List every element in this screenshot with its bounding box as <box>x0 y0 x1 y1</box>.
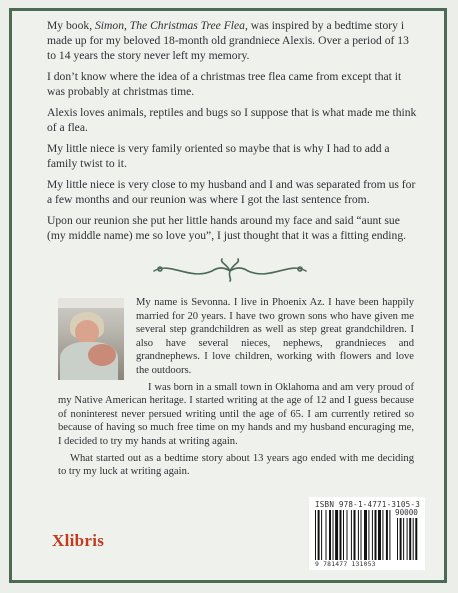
story-paragraph-5: My little niece is very close to my husband and I and was separated from us for a few months and our reunion was where I got the last sentence from. <box>47 178 416 206</box>
bio-paragraph-3: What started out as a bedtime story about 13 years ago ended with me deciding to try my luck at writing again. <box>58 452 414 478</box>
publisher-logo: Xlibris <box>52 531 105 550</box>
story-p1-prefix: My book, <box>47 19 95 32</box>
story-text <box>47 18 419 249</box>
isbn-label: ISBN 978-1-4771-3105-3 <box>315 500 420 509</box>
ornament-divider <box>150 257 310 283</box>
story-p1-suffix: was inspired by a bedtime story i made up for my beloved 18-month old grandniece Alexis. Over a period of 13 to 14 years the story never left my memory. <box>47 19 409 62</box>
author-bio <box>58 296 414 482</box>
barcode <box>315 510 419 560</box>
author-photo <box>58 298 124 380</box>
isbn-addon: 90000 <box>395 508 418 517</box>
story-paragraph-3: Alexis loves animals, reptiles and bugs so I suppose that is what made me think of a flea. <box>47 106 417 134</box>
story-paragraph-6: Upon our reunion she put her little hands around my face and said “aunt sue (my middle name) me so love you”, I just thought that it was a fitting ending. <box>47 214 407 242</box>
story-paragraph-4: My little niece is very family oriented so maybe that is why I had to add a family twist to it. <box>47 142 390 170</box>
story-paragraph-1 <box>47 18 419 63</box>
bio-paragraph-1: My name is Sevonna. I live in Phoenix Az. I have been happily married for 20 years. I have two grown sons who have given me several step grandchildren as well as step great grandchildren. I also have several nieces, nephews, grandnieces and grandnephews. I love children, working with flowers and love the outdoors. <box>136 297 414 376</box>
story-paragraph-2: I don’t know where the idea of a christmas tree flea came from except that it was probably at christmas time. <box>47 70 402 98</box>
barcode-digits: 9 781477 131053 <box>315 560 376 568</box>
bio-paragraph-2: I was born in a small town in Oklahoma and am very proud of my Native American heritage. I started writing at the age of 12 and I guess because of noninterest never persued writing until the age of 65. I am currently retired so because of having so much free time on my hands and my husband encuraging me, I decided to try my hands at writing again. <box>58 381 414 447</box>
book-title: Simon, The Christmas Tree Flea, <box>95 19 248 32</box>
